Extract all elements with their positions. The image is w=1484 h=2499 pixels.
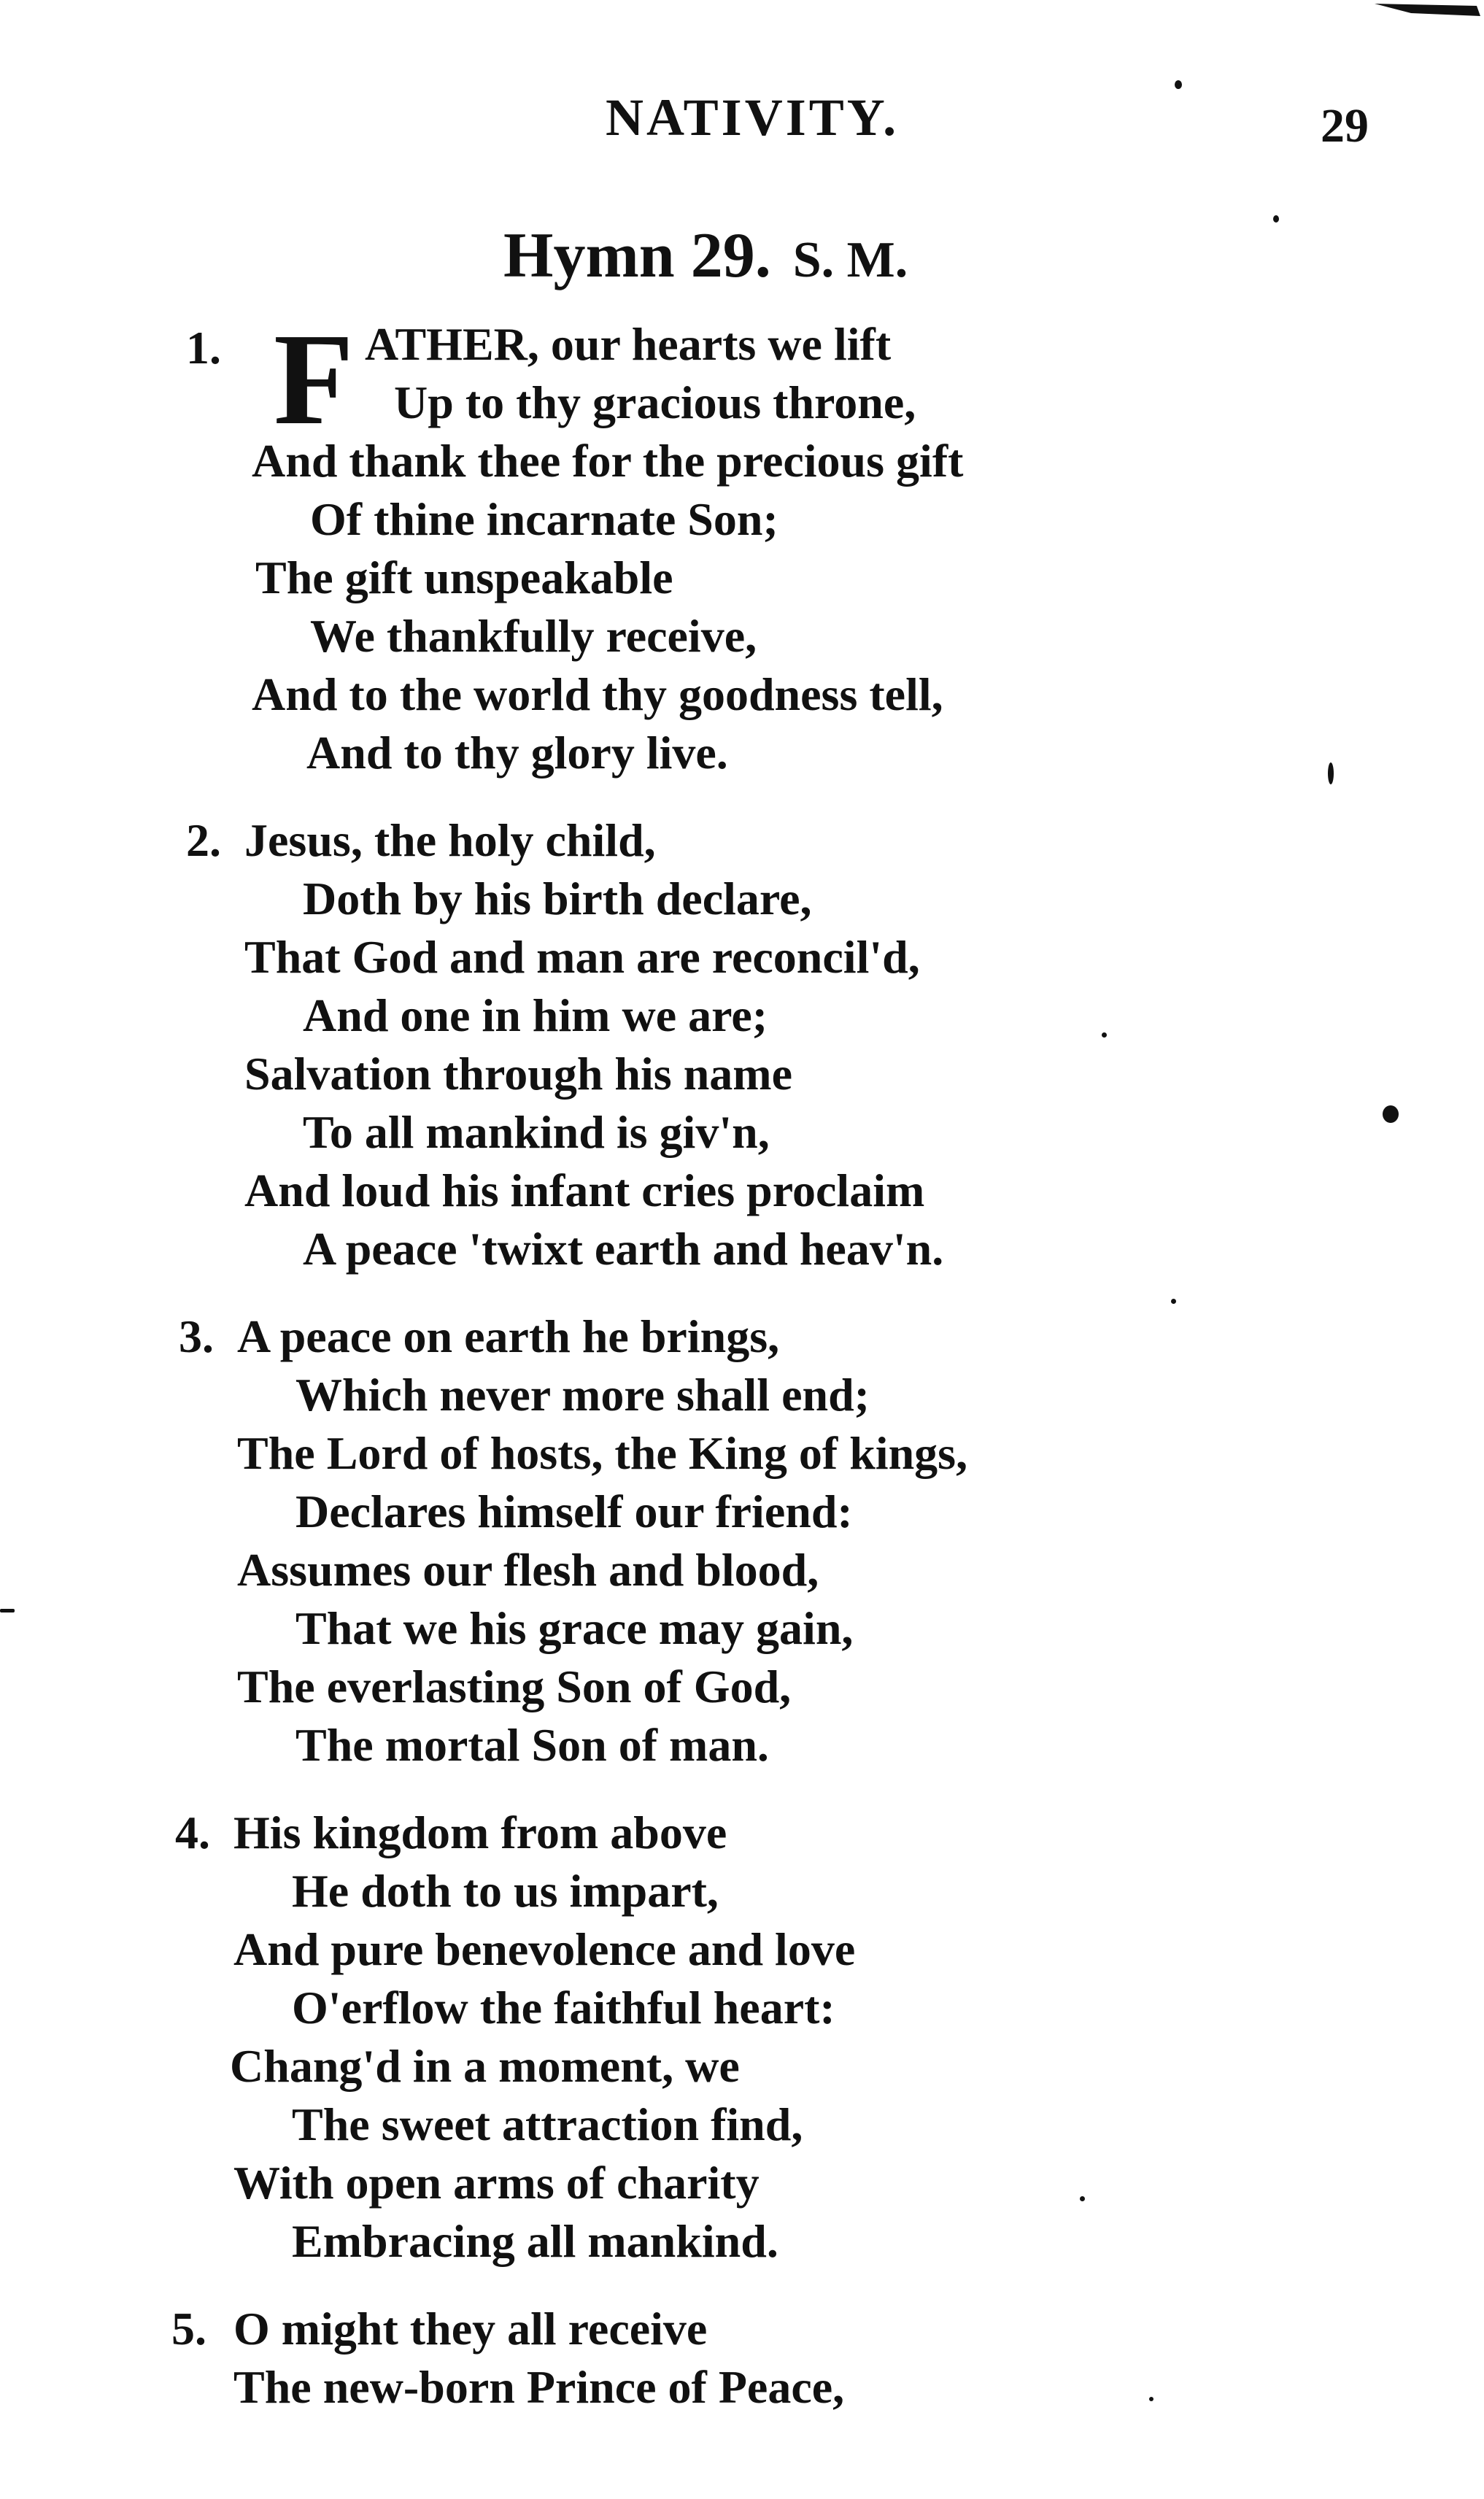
verse-line: The mortal Son of man. xyxy=(295,1719,769,1771)
verse-line: A peace 'twixt earth and heav'n. xyxy=(303,1223,944,1275)
hymn-meter: S. M. xyxy=(792,232,908,288)
hymn-title xyxy=(503,219,908,293)
verse-line: The gift unspeakable xyxy=(255,552,673,603)
verse-line: And loud his infant cries proclaim xyxy=(244,1164,925,1216)
verse-line: And thank thee for the precious gift xyxy=(252,435,964,487)
verse-line: The new-born Prince of Peace, xyxy=(233,2361,845,2413)
stanza-number: 1. xyxy=(186,322,221,374)
ink-smudge-mark xyxy=(1367,0,1484,22)
verse-line: And to the world thy goodness tell, xyxy=(252,668,943,720)
ink-speck xyxy=(0,1609,15,1612)
verse-line: That God and man are reconcil'd, xyxy=(244,931,920,983)
verse-line: Assumes our flesh and blood, xyxy=(237,1544,819,1596)
verse-line: Chang'd in a moment, we xyxy=(230,2040,740,2092)
verse-line: Doth by his birth declare, xyxy=(303,873,812,924)
stanza-number: 3. xyxy=(179,1310,214,1362)
verse-line: Declares himself our friend: xyxy=(295,1486,853,1537)
running-head: NATIVITY. xyxy=(606,88,900,147)
verse-line: A peace on earth he brings, xyxy=(237,1310,780,1362)
ink-speck xyxy=(1175,80,1182,89)
ink-speck xyxy=(1080,2196,1085,2201)
verse-line: O might they all receive xyxy=(233,2303,708,2355)
drop-cap: F xyxy=(274,306,354,452)
hymn-title-text: Hymn 29. xyxy=(503,220,771,291)
verse-line: The everlasting Son of God, xyxy=(237,1661,792,1712)
verse-line: And pure benevolence and love xyxy=(233,1923,856,1975)
verse-line: Embracing all mankind. xyxy=(292,2215,778,2267)
verse-line: And to thy glory live. xyxy=(306,727,728,779)
verse-line: Up to thy gracious throne, xyxy=(394,376,916,428)
ink-speck xyxy=(1102,1032,1107,1038)
verse-line: Salvation through his name xyxy=(244,1048,792,1100)
verse-line: To all mankind is giv'n, xyxy=(303,1106,770,1158)
verse-line: Jesus, the holy child, xyxy=(244,814,656,866)
verse-line: With open arms of charity xyxy=(233,2157,760,2209)
ink-speck xyxy=(1328,762,1334,784)
ink-speck xyxy=(1273,215,1279,223)
verse-line: Which never more shall end; xyxy=(295,1369,870,1421)
ink-speck xyxy=(1149,2397,1153,2401)
verse-line: Of thine incarnate Son; xyxy=(310,493,778,545)
ink-speck xyxy=(1171,1299,1176,1304)
ink-speck xyxy=(1383,1105,1399,1123)
verse-line: And one in him we are; xyxy=(303,989,768,1041)
verse-line: His kingdom from above xyxy=(233,1807,727,1858)
stanza-number: 2. xyxy=(186,814,221,866)
verse-line: He doth to us impart, xyxy=(292,1865,719,1917)
verse-line: O'erflow the faithful heart: xyxy=(292,1982,835,2033)
verse-line: The sweet attraction find, xyxy=(292,2098,803,2150)
verse-line: The Lord of hosts, the King of kings, xyxy=(237,1427,968,1479)
verse-line: We thankfully receive, xyxy=(310,610,757,662)
stanza-number: 5. xyxy=(171,2303,206,2355)
stanza-number: 4. xyxy=(175,1807,210,1858)
verse-line: ATHER, our hearts we lift xyxy=(365,318,892,370)
page-number: 29 xyxy=(1321,99,1369,152)
verse-line: That we his grace may gain, xyxy=(295,1602,854,1654)
